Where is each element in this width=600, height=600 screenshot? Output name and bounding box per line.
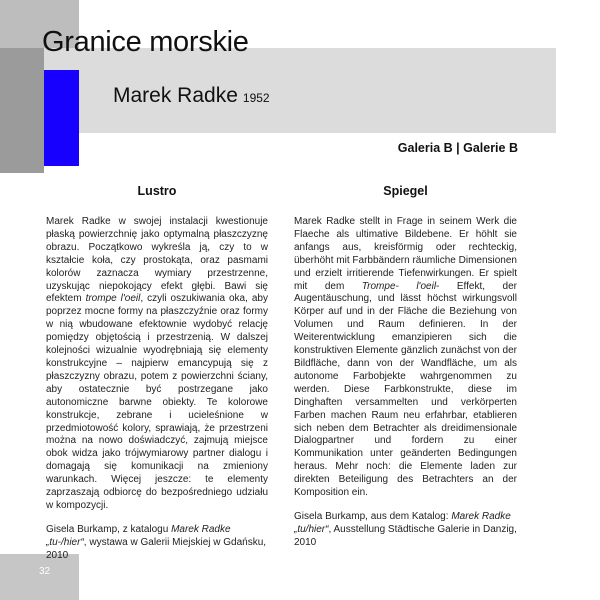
decorative-blue-bar bbox=[44, 70, 79, 166]
german-column bbox=[294, 184, 517, 561]
german-body: Marek Radke stellt in Frage in seinem Werk die Flaeche als ultimative Bildebene. Er höhlt sie anfangs aus, kreisförmig oder rechteckig, überhöht mit Farbbändern räumliche Dimensionen und erzielt irritierende Tiefenwirkungen. Er spielt mit dem Trompe- l'oeil- Effekt, der Augentäuschung, und lässt höchst wirkungsvoll Körper auf und in der Fläche die Beziehung von Volumen und Raum definieren. In der Weiterentwicklung emanzipieren sich die konstruktiven Elemente gänzlich zunächst von der Bildfläche, dann von der Wandfläche, um als autonome Farbobjekte wahrgenommen zu werden. Diese Farbkonstrukte, diese im Dinghaften versammelten und verkörperten Farben machen Raum neu erfahrbar, etablieren sich neben dem Betrachter als dreidimensionale Dialogpartner und fordern zu einer Kommunikation unter geänderten Bedingungen heraus. Mehr noch: die Elemente laden zur direkten Beteiligung des Betrachters an der Komposition ein. bbox=[294, 216, 517, 499]
german-credit: Gisela Burkamp, aus dem Katalog: Marek Radke „tu/hier“, Ausstellung Städtische Galerie in Danzig, 2010 bbox=[294, 510, 517, 548]
polish-heading: Lustro bbox=[137, 184, 177, 198]
decorative-dark-square bbox=[0, 48, 44, 173]
polish-column bbox=[46, 184, 268, 574]
artist-year: 1952 bbox=[242, 91, 270, 105]
page-number: 32 bbox=[39, 566, 51, 577]
polish-credit: Gisela Burkamp, z katalogu Marek Radke „tu-/hier“, wystawa w Galerii Miejskiej w Gdańsku, 2010 bbox=[46, 523, 267, 561]
artist-name: Marek Radke bbox=[113, 84, 238, 107]
artist-line bbox=[113, 84, 270, 108]
polish-body: Marek Radke w swojej instalacji kwestionuje płaską powierzchnię jako optymalną płaszczyznę obrazu. Początkowo wykreśla ją, czy to w kształcie koła, czy prostokąta, oraz pasmami kolorów zaznacza wymiary przestrzenne, uzyskując niepokojący efekt głębi. Bawi się efektem trompe l'oeil, czyli oszukiwania oka, aby poprzez mocne formy na płaszczyźnie oraz formy w nią wbudowane efektownie wydobyć relację pomiędzy objętością i przestrzenią. W dalszej kolejności wizualnie wyodrębniają się elementy konstrukcyjne – najpierw emancypują się z płaszczyzny obrazu, potem z powierzchni ściany, aby ostatecznie być postrzegane jako autonomiczne barwne obiekty. Te kolorowe konstrukcje, zebrane i ucieleśnione w przedmiotowość kolory, sprawiają, że przestrzeni można na nowo doświadczyć, zajmują miejsce obok widza jako trójwymiarowy partner dialogu i domagają się komunikacji na zmieniony warunkach. Więcej jeszcze: te elementy zaprzaszają odbiorcę do bezpośredniego udziału w kompozycji. bbox=[46, 216, 268, 511]
header-gray-band bbox=[0, 48, 556, 133]
german-heading: Spiegel bbox=[383, 184, 428, 198]
gallery-label: Galeria B | Galerie B bbox=[397, 141, 518, 155]
page-title: Granice morskie bbox=[42, 26, 249, 58]
